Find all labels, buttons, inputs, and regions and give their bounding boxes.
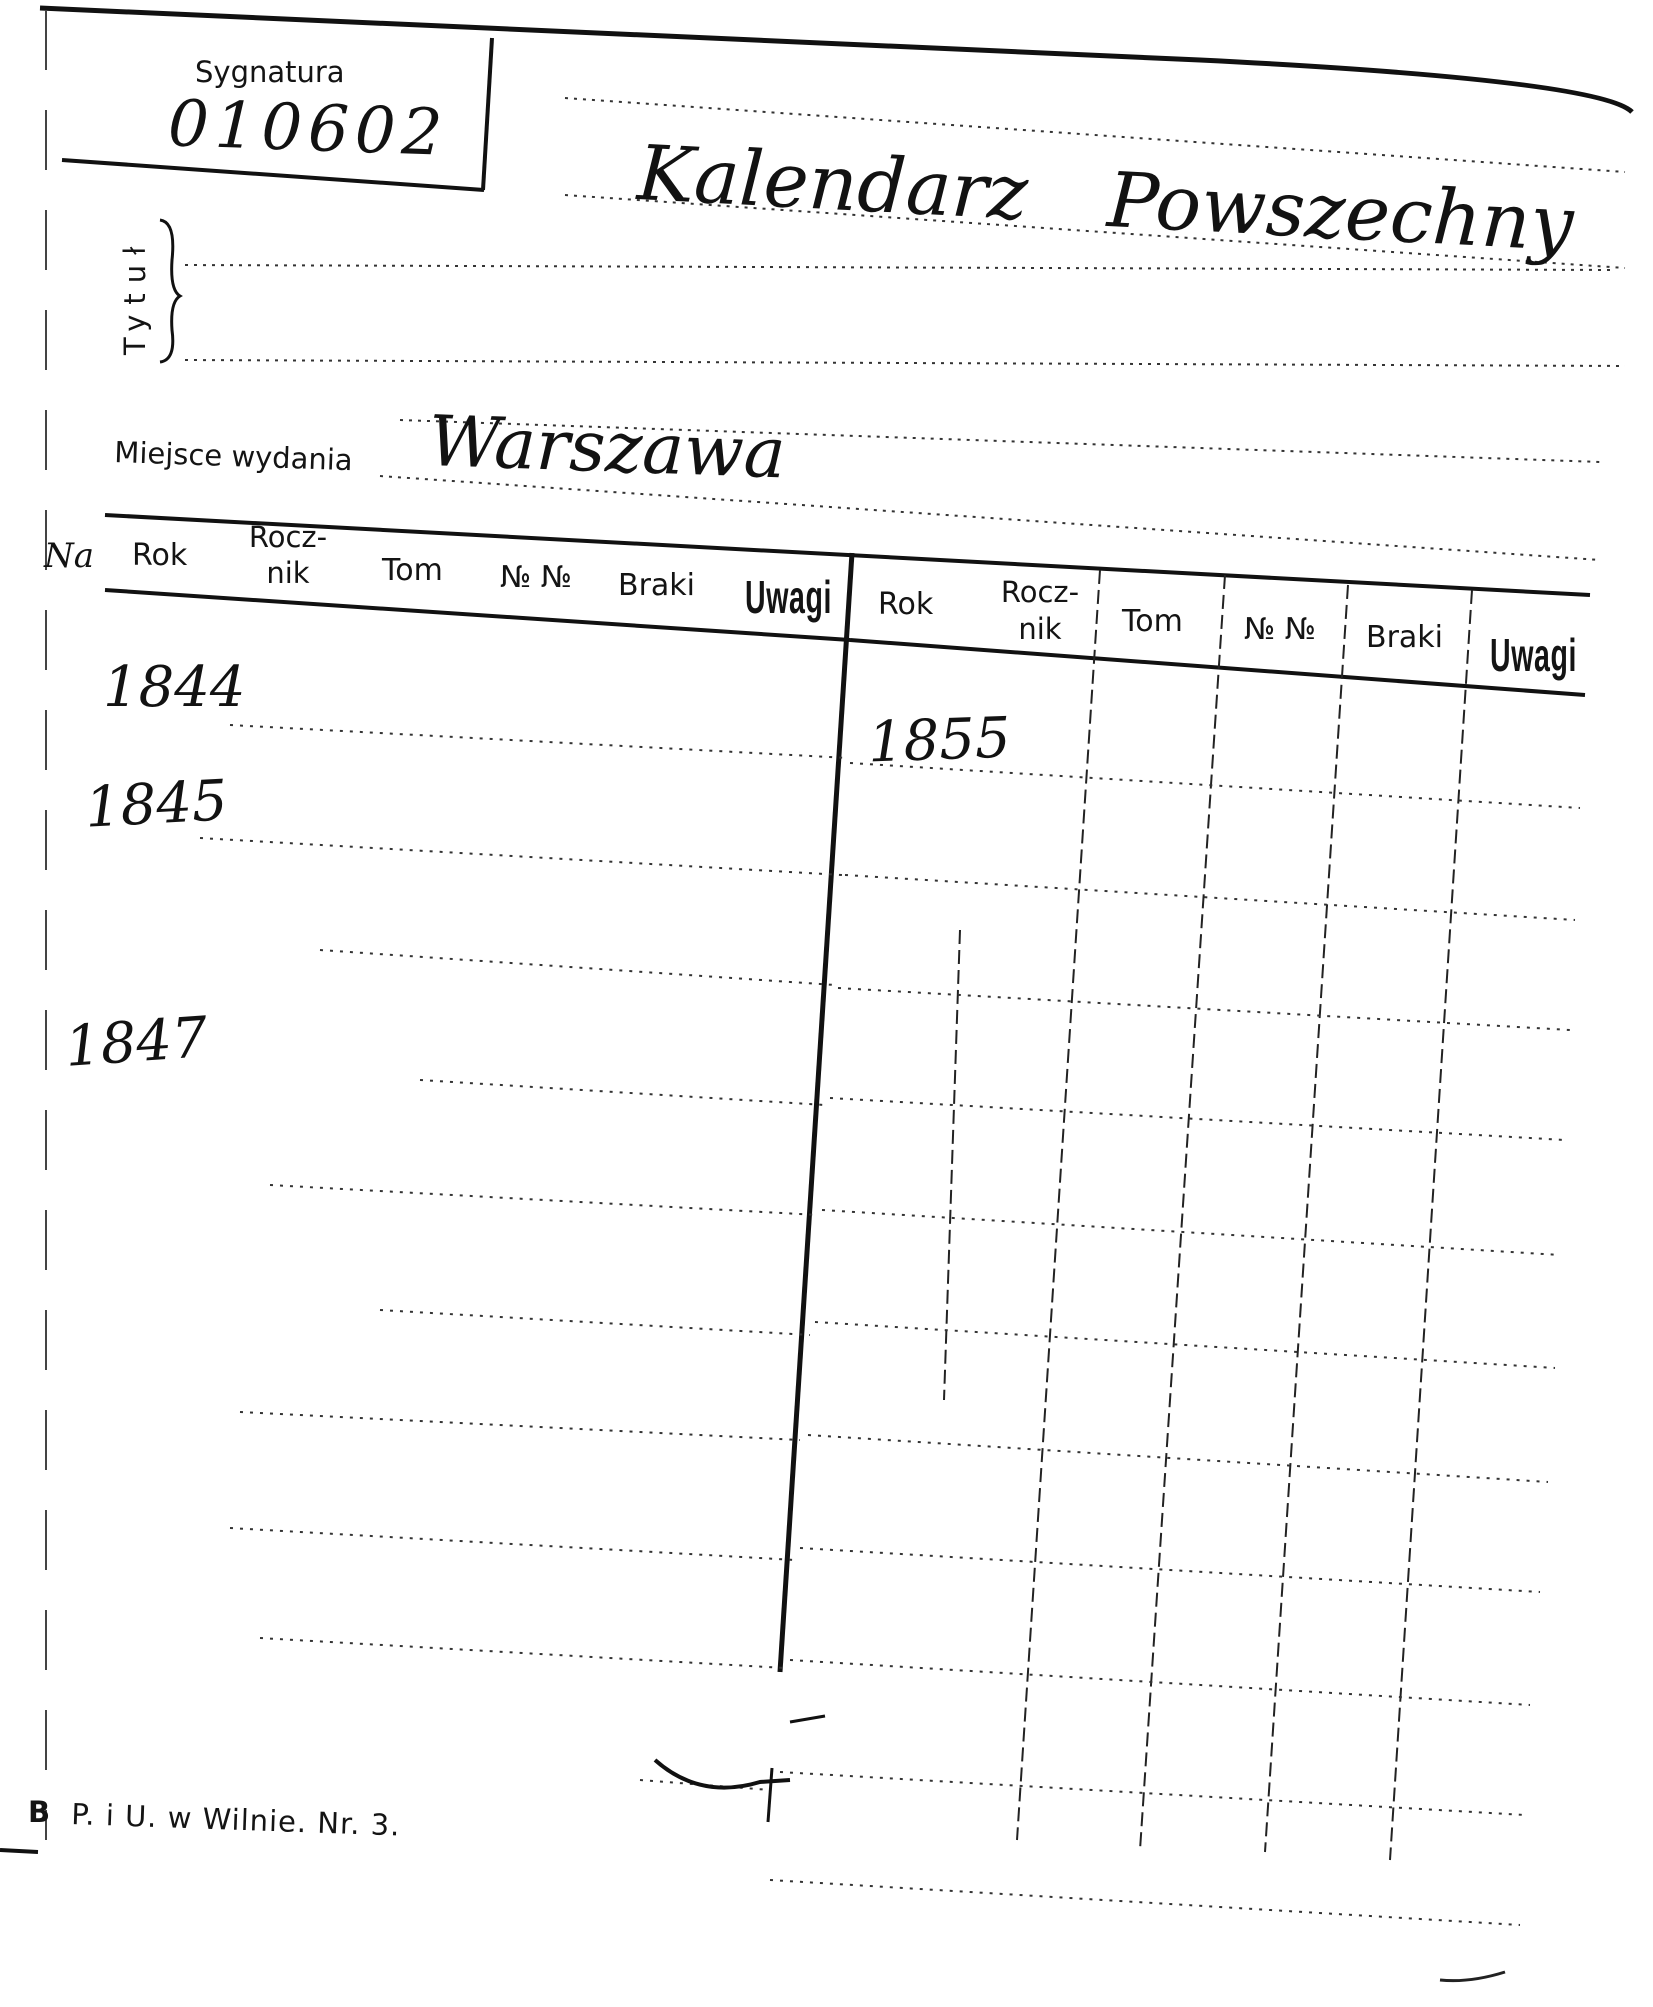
title-value-word2: Powszechny — [1105, 155, 1576, 269]
place-label: Miejsce wydania — [113, 435, 354, 478]
row-number-label: Na — [44, 536, 95, 576]
right-entry-year: 1855 — [866, 705, 1012, 776]
right-column-dividers — [944, 570, 1472, 1860]
right-header-rok: Rok — [878, 587, 934, 622]
left-header-braki: Braki — [618, 568, 696, 603]
binding-hole-tick — [790, 1716, 825, 1722]
right-header-rocznik-1: Rocz- — [1000, 575, 1080, 609]
left-entry-year: 1845 — [83, 768, 230, 841]
title-label: Tytuł — [118, 236, 152, 355]
left-header-rocznik-1: Rocz- — [248, 520, 328, 554]
right-header-tom: Tom — [1122, 604, 1183, 639]
left-header-rule — [105, 590, 850, 640]
left-header-uwagi: Uwagi — [745, 571, 833, 623]
left-header-rok: Rok — [132, 538, 188, 573]
center-divider — [780, 553, 852, 1672]
place-value: Warszawa — [427, 400, 788, 495]
signature-value: 010602 — [166, 87, 450, 171]
right-header-rocznik-2: nik — [1018, 612, 1062, 646]
footer-letter: B — [28, 1795, 51, 1829]
left-header-rocznik-2: nik — [266, 556, 310, 590]
left-header-numery: № № — [500, 560, 572, 595]
binding-hole-stem — [768, 1768, 772, 1822]
stray-mark — [1440, 1972, 1505, 1981]
signature-box-right — [483, 38, 492, 190]
right-header-braki: Braki — [1366, 620, 1444, 655]
left-entry-year: 1844 — [103, 655, 246, 720]
right-header-numery: № № — [1244, 612, 1316, 647]
title-value-word1: Kalendarz — [635, 128, 1031, 238]
footer-printer: P. i U. w Wilnie. Nr. 3. — [70, 1797, 402, 1843]
signature-label: Sygnatura — [195, 55, 345, 89]
left-header-tom: Tom — [382, 553, 443, 588]
title-brace — [160, 220, 180, 362]
left-entry-year: 1847 — [62, 1005, 210, 1080]
card-bottom-edge-mark — [0, 1850, 38, 1852]
left-entry-lines — [200, 725, 848, 1668]
right-entry-lines — [640, 763, 1580, 1925]
right-header-uwagi: Uwagi — [1490, 629, 1578, 681]
